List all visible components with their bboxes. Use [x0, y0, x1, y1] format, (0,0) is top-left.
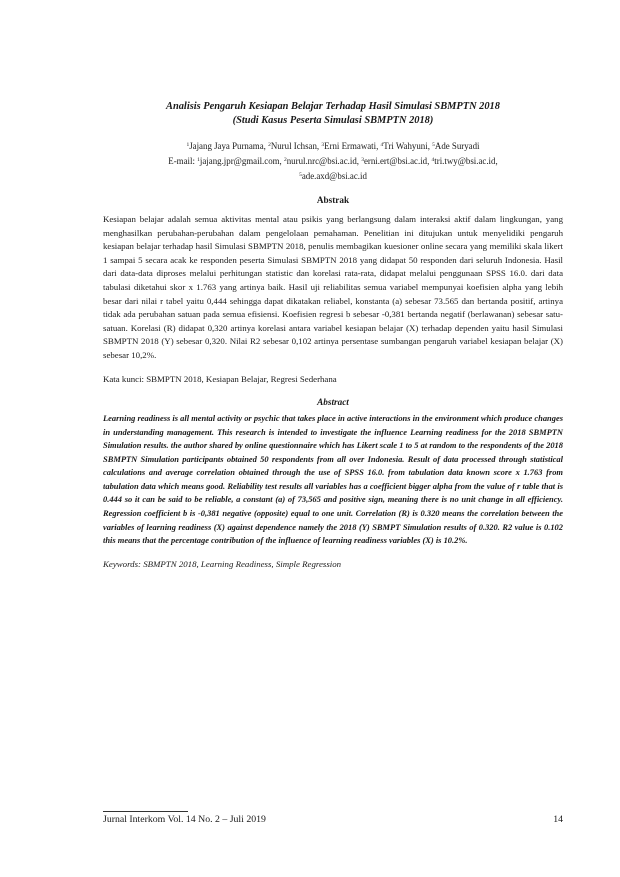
- page-number: 14: [553, 814, 563, 825]
- author-superscript: 5: [432, 142, 435, 148]
- author-name: Nurul Ichsan,: [270, 141, 322, 151]
- journal-info: Jurnal Interkom Vol. 14 No. 2 – Juli 2019: [103, 814, 266, 825]
- author-superscript: 2: [268, 142, 271, 148]
- email-address: erni.ert@bsi.ac.id,: [363, 156, 432, 166]
- author-emails: [103, 153, 563, 183]
- abstract-body: Learning readiness is all mental activity or psychic that takes place in active interactions in the environment which produce changes in understanding management. This research is intended to investigate the influence Learning readiness for the 2018 SBMPTN Simulation results. the author shared by online questionnaire which has Likert scale 1 to 5 at random to the respondents of the 2018 SBMPTN Simulation participants obtained 50 respondents from all over Indonesia. Result of data processed through statistical calculations and average correlation obtained through the use of SPSS 16.0. from tabulation data known score x 1.763 from tabulation data which means good. Reliability test results all variables has a coefficient bigger alpha from the value of r table that is 0.444 so it can be said to be reliable, a constant (a) of 73,565 and positive sign, meaning there is no unit change in all efficiency. Regression coefficient b is -0,381 negative (opposite) equal to one unit. Correlation (R) is 0.320 means the correlation between the variables of learning readiness (X) against dependence namely the 2018 (Y) SBMPT Simulation results of 0.320. R2 value is 0.102 this means that the percentage contribution of the influence of learning readiness variables (X) is 10.2%.: [103, 413, 563, 546]
- email-superscript: 4: [431, 157, 435, 163]
- email-superscript: 3: [361, 157, 364, 163]
- author-list: [103, 138, 563, 153]
- email-prefix: E-mail:: [168, 156, 198, 166]
- page-footer: [103, 814, 563, 826]
- author-superscript: 1: [186, 142, 190, 148]
- abstract-heading: Abstract: [317, 397, 349, 408]
- author-superscript: 4: [380, 142, 384, 148]
- author-name: Ade Suryadi: [434, 141, 480, 151]
- author-name: Jajang Jaya Purnama,: [189, 141, 269, 151]
- email-superscript: 2: [283, 157, 287, 163]
- paper-first-page: [103, 100, 563, 571]
- email-address: nurul.nrc@bsi.ac.id,: [286, 156, 362, 166]
- email-superscript: 1: [197, 157, 200, 163]
- paper-title: [103, 100, 563, 128]
- kata-kunci: Kata kunci: SBMPTN 2018, Kesiapan Belajar, Regresi Sederhana: [103, 373, 337, 384]
- author-name: Erni Ermawati,: [324, 141, 381, 151]
- footer-rule: [103, 811, 188, 812]
- abstrak-body: Kesiapan belajar adalah semua aktivitas mental atau psikis yang berlangsung dalam interaksi aktif dalam lingkungan, yang menghasilkan perubahan-perubahan dalam pengelolaan pemahaman. Penelitian ini ditujukan untuk menyelidiki pengaruh kesiapan belajar terhadap hasil Simulasi SBMPTN 2018, penulis membagikan kuesioner online secara yang memiliki skala likert 1 sampai 5 secara acak ke responden peserta Simulasi SBMPTN 2018 yang didapat 50 responden dari seluruh Indonesia. Hasil dari data-data diproses melalui perhitungan statistic dan korelasi rata-rata, didapat melalui penggunaan SPSS 16.0. dari data tabulasi diketahui skor x 1.763 yang artinya baik. Hasil uji reliabilitas semua variabel mempunyai koefisien alpha yang lebih besar dari nilai r tabel yaitu 0,444 sehingga dapat dikatakan reliabel, konstanta (a) sebesar 73.565 dan bertanda positif, artinya tidak ada perubahan satuan pada semua efisiensi. Koefisien regresi b sebesar -0,381 bertanda negatif (berlawanan) sebesar satu-satuan. Korelasi (R) didapat 0,320 artinya korelasi antara variabel kesiapan belajar (X) terhadap dependen yaitu hasil Simulasi SBMPTN 2018 (Y) sebesar 0,320. Nilai R2 sebesar 0,102 artinya persentase sumbangan pengaruh variabel kesiapan belajar (X) sebesar 10,2%.: [103, 214, 563, 360]
- abstrak-heading: Abstrak: [316, 195, 350, 205]
- keywords: Keywords: SBMPTN 2018, Learning Readiness, Simple Regression: [103, 558, 342, 569]
- email-address: jajang.jpr@gmail.com,: [199, 156, 284, 166]
- email-address: tri.twy@bsi.ac.id,: [434, 156, 498, 166]
- paper-title-line-1: Analisis Pengaruh Kesiapan Belajar Terhadap Hasil Simulasi SBMPTN 2018: [166, 101, 500, 112]
- paper-title-line-2: (Studi Kasus Peserta Simulasi SBMPTN 2018): [232, 115, 434, 126]
- author-name: Tri Wahyuni,: [383, 141, 433, 151]
- email-address: ade.axd@bsi.ac.id: [301, 171, 367, 181]
- email-superscript: 5: [299, 172, 302, 178]
- author-superscript: 3: [321, 142, 325, 148]
